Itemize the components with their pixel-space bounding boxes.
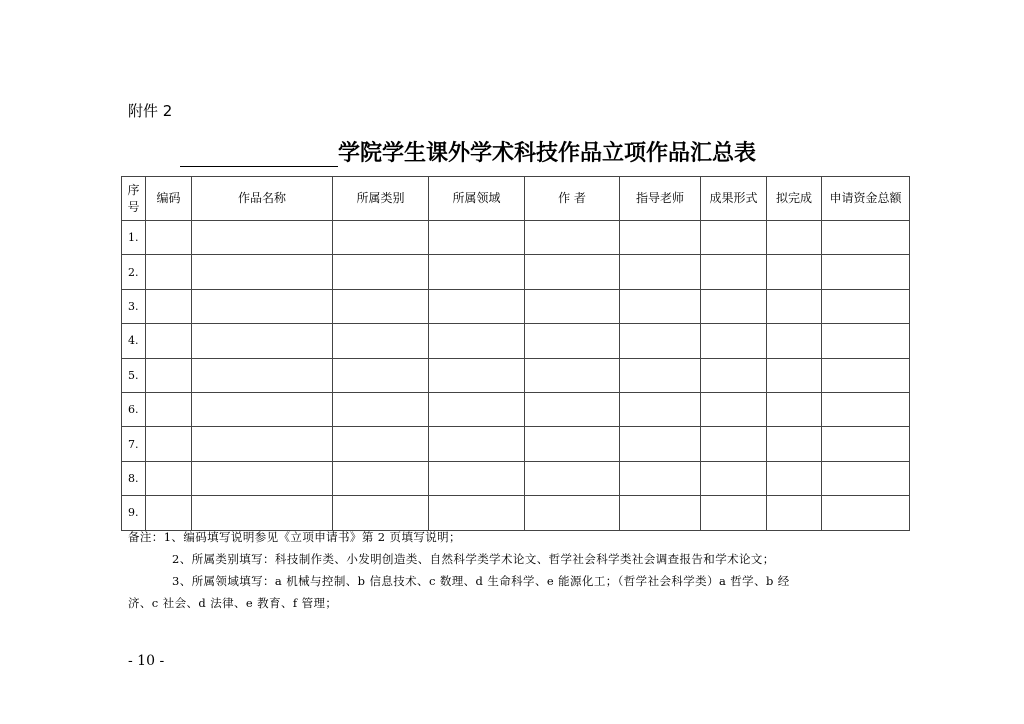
col-header-field: 所属领域 (429, 177, 525, 221)
table-cell[interactable] (822, 461, 910, 495)
row-index: 2. (122, 255, 146, 289)
table-cell[interactable] (620, 255, 701, 289)
table-cell[interactable] (429, 392, 525, 426)
table-cell[interactable] (146, 358, 192, 392)
table-cell[interactable] (192, 461, 333, 495)
table-cell[interactable] (620, 289, 701, 323)
table-cell[interactable] (192, 496, 333, 530)
table-cell[interactable] (146, 461, 192, 495)
table-cell[interactable] (701, 496, 767, 530)
table-cell[interactable] (822, 289, 910, 323)
table-cell[interactable] (525, 255, 620, 289)
col-header-requested-funds: 申请资金总额 (822, 177, 910, 221)
summary-table (121, 176, 910, 531)
table-cell[interactable] (620, 324, 701, 358)
table-cell[interactable] (767, 358, 822, 392)
table-cell[interactable] (192, 221, 333, 255)
table-cell[interactable] (701, 427, 767, 461)
note-line-2: 2、所属类别填写：科技制作类、小发明创造类、自然科学类学术论文、哲学社会科学类社会调查报告和学术论文； (172, 552, 775, 566)
table-cell[interactable] (429, 496, 525, 530)
table-cell[interactable] (701, 221, 767, 255)
col-header-planned-completion: 拟完成 (767, 177, 822, 221)
table-cell[interactable] (333, 255, 429, 289)
table-cell[interactable] (146, 255, 192, 289)
table-cell[interactable] (822, 496, 910, 530)
table-cell[interactable] (192, 392, 333, 426)
col-header-code: 编码 (146, 177, 192, 221)
table-cell[interactable] (767, 496, 822, 530)
table-cell[interactable] (701, 255, 767, 289)
notes-section (128, 526, 908, 614)
table-cell[interactable] (192, 358, 333, 392)
table-cell[interactable] (525, 221, 620, 255)
table-cell[interactable] (767, 461, 822, 495)
table-cell[interactable] (146, 324, 192, 358)
row-index: 6. (122, 392, 146, 426)
table-cell[interactable] (701, 289, 767, 323)
table-cell[interactable] (333, 461, 429, 495)
note-line-4: 济、c 社会、d 法律、e 教育、f 管理； (128, 596, 338, 610)
table-cell[interactable] (620, 427, 701, 461)
table-cell[interactable] (333, 496, 429, 530)
table-cell[interactable] (525, 427, 620, 461)
note-line-1: 备注：1、编码填写说明参见《立项申请书》第 2 页填写说明； (128, 530, 461, 544)
note-line-3: 3、所属领域填写：a 机械与控制、b 信息技术、c 数理、d 生命科学、e 能源化工；（哲学社会科学类）a 哲学、b 经 (172, 574, 790, 588)
table-cell[interactable] (429, 427, 525, 461)
table-cell[interactable] (767, 324, 822, 358)
col-header-category: 所属类别 (333, 177, 429, 221)
table-cell[interactable] (620, 461, 701, 495)
table-cell[interactable] (146, 427, 192, 461)
table-cell[interactable] (822, 392, 910, 426)
table-cell[interactable] (192, 255, 333, 289)
table-cell[interactable] (525, 358, 620, 392)
table-cell[interactable] (767, 289, 822, 323)
row-index: 3. (122, 289, 146, 323)
table-cell[interactable] (146, 496, 192, 530)
table-cell[interactable] (146, 289, 192, 323)
table-row (122, 289, 910, 323)
table-row (122, 221, 910, 255)
row-index: 5. (122, 358, 146, 392)
table-row (122, 324, 910, 358)
table-cell[interactable] (146, 221, 192, 255)
table-cell[interactable] (822, 324, 910, 358)
title-text: 学院学生课外学术科技作品立项作品汇总表 (338, 140, 757, 166)
col-header-result-form: 成果形式 (701, 177, 767, 221)
table-cell[interactable] (525, 461, 620, 495)
table-cell[interactable] (333, 358, 429, 392)
table-cell[interactable] (429, 358, 525, 392)
table-cell[interactable] (525, 289, 620, 323)
col-header-advisor: 指导老师 (620, 177, 701, 221)
table-cell[interactable] (822, 255, 910, 289)
table-cell[interactable] (333, 427, 429, 461)
table-cell[interactable] (701, 461, 767, 495)
table-cell[interactable] (701, 324, 767, 358)
table-cell[interactable] (701, 392, 767, 426)
table-cell[interactable] (333, 221, 429, 255)
table-cell[interactable] (701, 358, 767, 392)
table-cell[interactable] (429, 221, 525, 255)
attachment-label: 附件 2 (128, 102, 173, 120)
table-cell[interactable] (429, 289, 525, 323)
table-row (122, 427, 910, 461)
table-cell[interactable] (192, 427, 333, 461)
table-cell[interactable] (620, 221, 701, 255)
col-header-index: 序号 (122, 177, 146, 221)
table-cell[interactable] (333, 324, 429, 358)
table-row (122, 392, 910, 426)
table-cell[interactable] (620, 392, 701, 426)
table-cell[interactable] (525, 392, 620, 426)
table-cell[interactable] (767, 221, 822, 255)
table-cell[interactable] (767, 255, 822, 289)
table-cell[interactable] (525, 496, 620, 530)
table-row (122, 358, 910, 392)
table-cell[interactable] (822, 221, 910, 255)
college-name-blank (180, 142, 338, 167)
table-cell[interactable] (192, 324, 333, 358)
col-header-work-name: 作品名称 (192, 177, 333, 221)
table-cell[interactable] (429, 255, 525, 289)
table-cell[interactable] (429, 324, 525, 358)
table-cell[interactable] (822, 358, 910, 392)
table-cell[interactable] (822, 427, 910, 461)
table-row (122, 496, 910, 530)
row-index: 1. (122, 221, 146, 255)
col-header-author: 作 者 (525, 177, 620, 221)
table-cell[interactable] (620, 358, 701, 392)
row-index: 8. (122, 461, 146, 495)
row-index: 9. (122, 496, 146, 530)
table-cell[interactable] (146, 392, 192, 426)
table-cell[interactable] (767, 392, 822, 426)
table-row (122, 255, 910, 289)
table-cell[interactable] (192, 289, 333, 323)
row-index: 7. (122, 427, 146, 461)
table-cell[interactable] (525, 324, 620, 358)
table-cell[interactable] (333, 392, 429, 426)
table-row (122, 461, 910, 495)
page-number: - 10 - (128, 653, 165, 669)
table-cell[interactable] (333, 289, 429, 323)
table-cell[interactable] (429, 461, 525, 495)
header-row (122, 177, 910, 221)
table-cell[interactable] (767, 427, 822, 461)
row-index: 4. (122, 324, 146, 358)
table-cell[interactable] (620, 496, 701, 530)
document-title (180, 137, 756, 167)
